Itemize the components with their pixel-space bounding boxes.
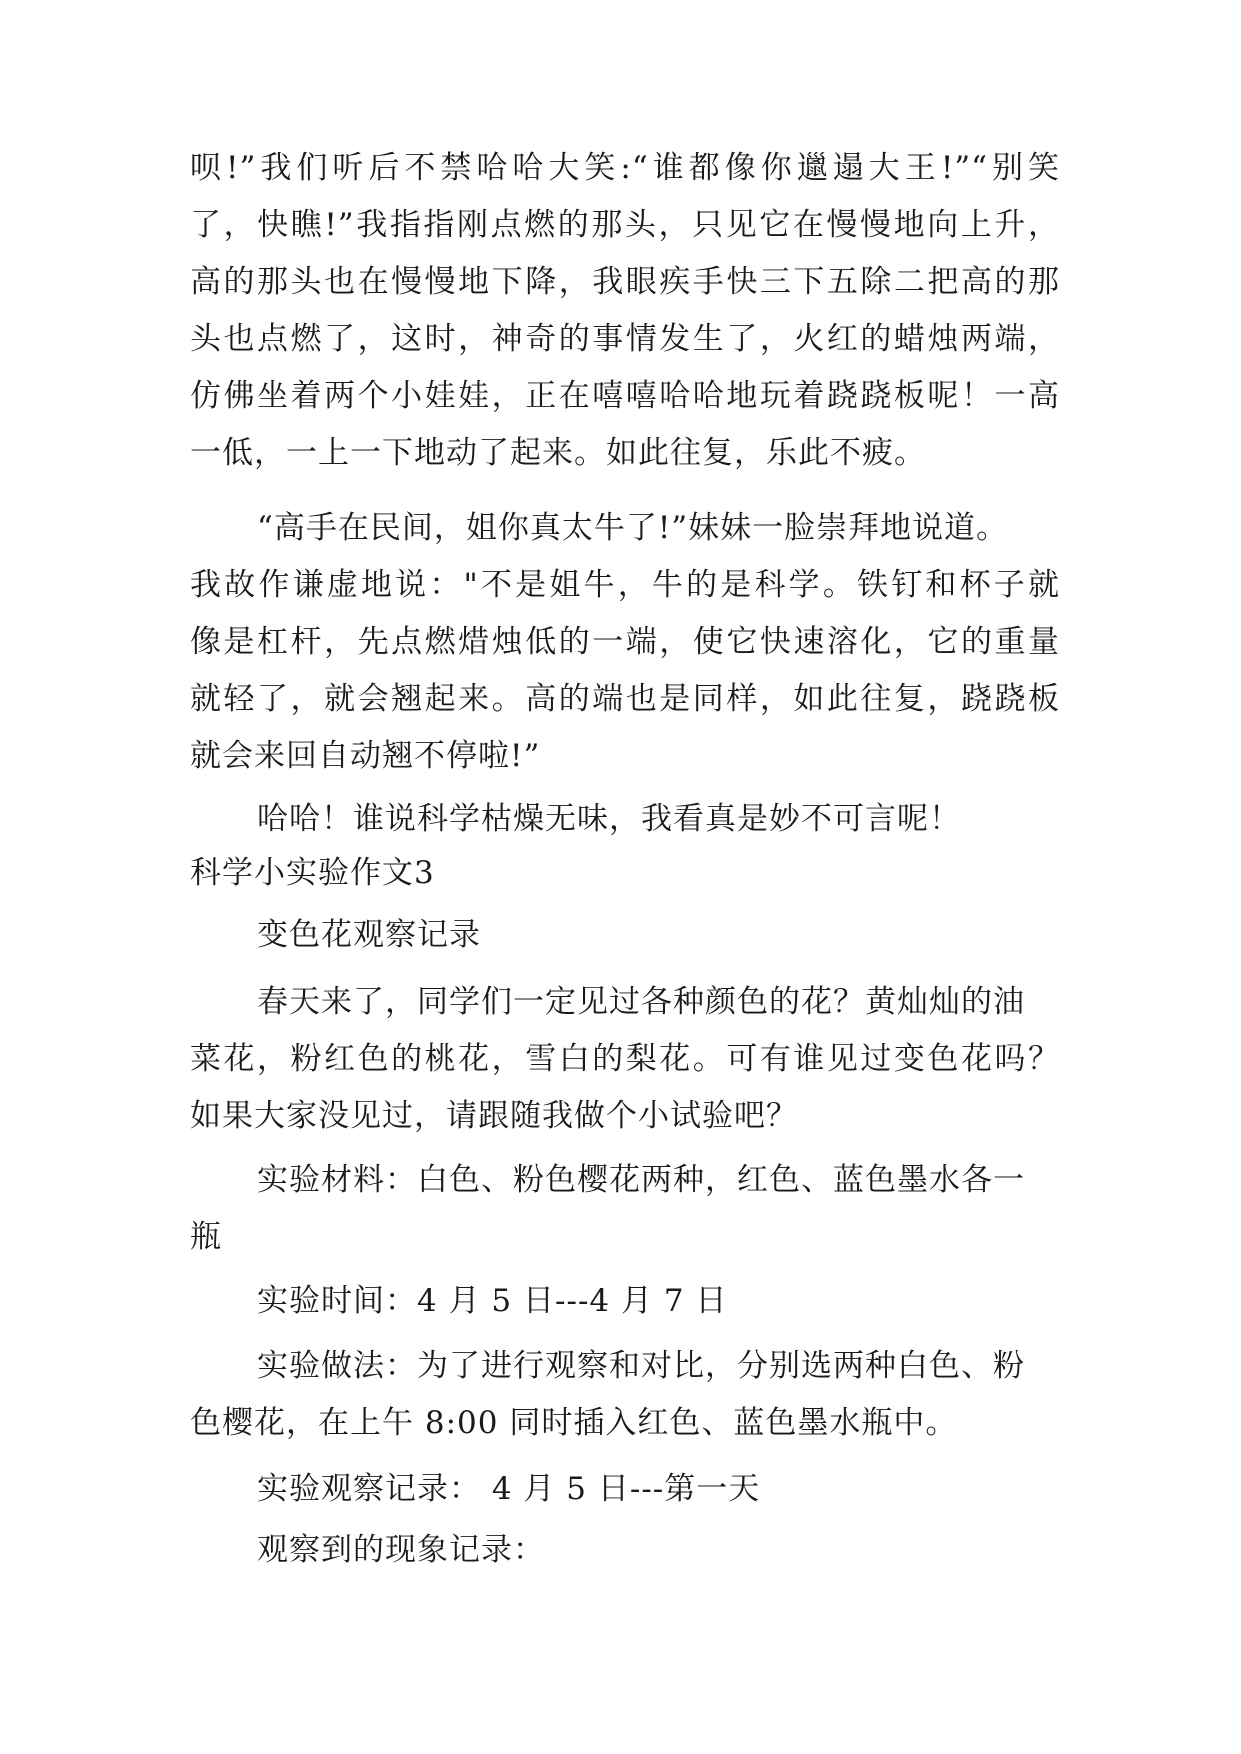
text-line: 实验时间：4 月 5 日---4 月 7 日 bbox=[257, 1283, 728, 1319]
text-line: 色樱花，在上午 8:00 同时插入红色、蓝色墨水瓶中。 bbox=[190, 1405, 958, 1441]
text-line: 呗!”我们听后不禁哈哈大笑:“谁都像你邋遢大王!”“别笑 bbox=[190, 150, 1060, 186]
text-line: 春天来了，同学们一定见过各种颜色的花？黄灿灿的油 bbox=[257, 984, 1025, 1020]
text-line: “高手在民间，姐你真太牛了!”妹妹一脸崇拜地说道。 bbox=[257, 510, 1009, 546]
text-line: 了，快瞧!”我指指刚点燃的那头，只见它在慢慢地向上升， bbox=[190, 207, 1060, 243]
text-line: 菜花，粉红色的桃花，雪白的梨花。可有谁见过变色花吗？ bbox=[190, 1041, 1060, 1077]
text-line: 实验材料：白色、粉色樱花两种，红色、蓝色墨水各一 bbox=[257, 1162, 1025, 1198]
subtitle: 变色花观察记录 bbox=[257, 917, 481, 953]
text-line: 实验观察记录： 4 月 5 日---第一天 bbox=[257, 1471, 761, 1507]
text-line: 实验做法：为了进行观察和对比，分别选两种白色、粉 bbox=[257, 1348, 1025, 1384]
text-line: 瓶 bbox=[190, 1219, 222, 1255]
text-line: 一低，一上一下地动了起来。如此往复，乐此不疲。 bbox=[190, 435, 926, 471]
text-line: 我故作谦虚地说："不是姐牛，牛的是科学。铁钉和杯子就 bbox=[190, 567, 1060, 603]
text-line: 就轻了，就会翘起来。高的端也是同样，如此往复，跷跷板 bbox=[190, 681, 1060, 717]
text-line: 高的那头也在慢慢地下降，我眼疾手快三下五除二把高的那 bbox=[190, 264, 1060, 300]
section-heading: 科学小实验作文3 bbox=[190, 855, 435, 891]
text-line: 头也点燃了，这时，神奇的事情发生了，火红的蜡烛两端， bbox=[190, 321, 1060, 357]
text-line: 仿佛坐着两个小娃娃，正在嘻嘻哈哈地玩着跷跷板呢！一高 bbox=[190, 378, 1060, 414]
text-line: 哈哈！谁说科学枯燥无味，我看真是妙不可言呢！ bbox=[257, 801, 961, 837]
text-line: 像是杠杆，先点燃焟烛低的一端，使它快速溶化，它的重量 bbox=[190, 624, 1060, 660]
text-line: 如果大家没见过，请跟随我做个小试验吧？ bbox=[190, 1098, 798, 1134]
text-line: 就会来回自动翘不停啦!” bbox=[190, 738, 541, 774]
text-line: 观察到的现象记录： bbox=[257, 1532, 545, 1568]
